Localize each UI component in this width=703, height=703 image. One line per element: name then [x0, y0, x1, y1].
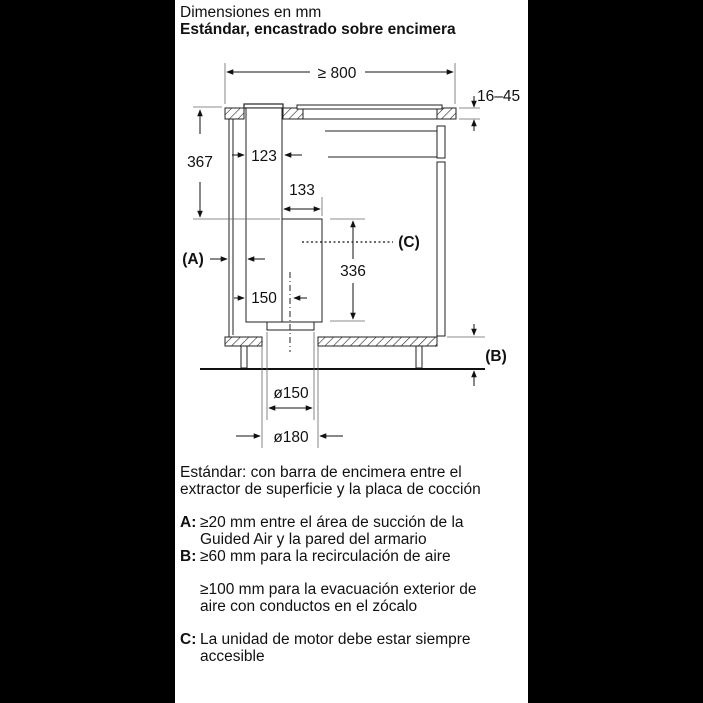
note-key: C: — [180, 631, 197, 648]
page-subtitle: Estándar, encastrado sobre encimera — [180, 21, 456, 38]
dimension-arrows — [200, 72, 474, 436]
dim-motor-width: 133 — [289, 182, 315, 199]
intro-line-1: Estándar: con barra de encimera entre el — [180, 464, 462, 481]
page-title: Dimensiones en mm — [180, 4, 322, 21]
dim-worktop: 16–45 — [477, 88, 521, 105]
note-key: B: — [180, 548, 197, 565]
note-a — [180, 514, 520, 548]
label-b: (B) — [485, 348, 507, 365]
note-line: aire con conductos en el zócalo — [200, 598, 418, 615]
dim-motor-height: 336 — [340, 263, 366, 280]
intro-line-2: extractor de superficie y la placa de cocción — [180, 481, 481, 498]
note-line: accesible — [200, 648, 265, 665]
note-key — [180, 581, 200, 615]
note-line: ≥20 mm entre el área de succión de la — [200, 514, 464, 531]
notes-section — [180, 464, 520, 665]
note-line: ≥60 mm para la recirculación de aire — [200, 548, 451, 565]
note-b — [180, 548, 520, 565]
note-b-ducted — [180, 581, 520, 615]
dim-width: ≥ 800 — [317, 65, 357, 82]
note-line: Guided Air y la pared del armario — [200, 531, 427, 548]
label-a: (A) — [182, 251, 204, 268]
note-c — [180, 631, 520, 665]
dim-height: 367 — [187, 154, 213, 171]
dim-duct-depth: 150 — [251, 290, 277, 307]
extractor-unit — [244, 104, 322, 352]
note-line: ≥100 mm para la evacuación exterior de — [200, 581, 477, 598]
cabinet — [200, 119, 485, 369]
label-c: (C) — [398, 234, 420, 251]
dim-outlet-diameter: ø150 — [273, 385, 309, 402]
dim-cutout-diameter: ø180 — [273, 429, 309, 446]
note-line: La unidad de motor debe estar siempre — [200, 631, 471, 648]
dim-duct-width: 123 — [251, 148, 277, 165]
note-key: A: — [180, 514, 197, 531]
